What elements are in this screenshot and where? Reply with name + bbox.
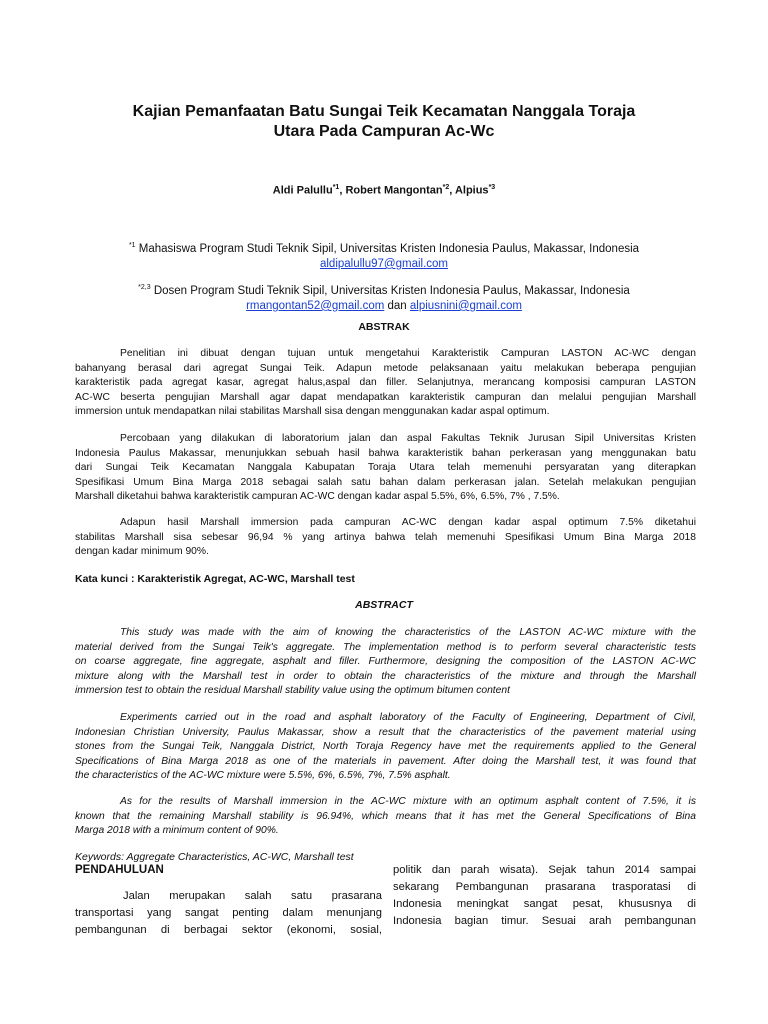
- text-line: Spesifikasi Umum Bina Marga 2018 sebagai salah satu bahan dalam perkerasan jalan. Setelah melakukan pengujian: [75, 476, 696, 488]
- text-line: Indonesia meningkat sangat pesat, khususnya di: [393, 898, 696, 910]
- text-line: As for the results of Marshall immersion in the AC-WC mixture with an optimum asphalt content of 7.5%, it is: [120, 796, 696, 807]
- text-line: Marga 2018 with a minimum content of 90%.: [75, 825, 279, 836]
- text-line: politik dan parah wisata). Sejak tahun 2014 sampai: [393, 864, 696, 876]
- email-link-3[interactable]: alpiusnini@gmail.com: [409, 299, 522, 312]
- author-3-marker: *3: [488, 184, 496, 191]
- text-line: stabilitas Marshall sisa sebesar 96,94 % yang artinya bahwa telah memenuhi Spesifikasi Umum Bina Marga 2018: [75, 531, 696, 543]
- text-line: Penelitian ini dibuat dengan tujuan untuk mengetahui Karakteristik Campuran LASTON AC-WC dengan: [120, 348, 696, 359]
- affiliation-1-text: Mahasiswa Program Studi Teknik Sipil, Universitas Kristen Indonesia Paulus, Makassar, Indonesia: [135, 242, 640, 255]
- abstract-paragraph-2: [75, 711, 696, 784]
- text-line: on coarse aggregate, fine aggregate, asphalt and filler. Furthermore, designing the composition of the LASTON AC-WC: [75, 656, 696, 667]
- text-line: material derived from the Sungai Teik's aggregate. The implementation method is to perform several characteristic tests: [75, 641, 696, 653]
- text-line: Indonesia Paulus Makassar, menunjukkan sebuah hasil bahwa karakteristik bahan perkerasan yang menggunakan batu: [75, 447, 696, 459]
- abstrak-heading: ABSTRAK: [358, 321, 410, 333]
- text-line: sekarang Pembangunan prasarana trasporatasi di: [393, 881, 696, 893]
- email-separator: dan: [384, 299, 410, 312]
- keywords: Keywords: Aggregate Characteristics, AC-WC, Marshall test: [75, 851, 354, 863]
- author-1-marker: *1: [332, 184, 340, 191]
- paper-title: [0, 102, 768, 142]
- text-line: dengan kadar minimum 90%.: [75, 546, 209, 557]
- abstrak-paragraph-3: [75, 516, 696, 560]
- text-line: pembangunan di berbagai sektor (ekonomi, sosial,: [75, 924, 382, 936]
- text-line: Specifications of Bina Marga 2018 as one of the materials in pavement. After doing the Marshall test, it was found that: [75, 755, 696, 767]
- abstrak-paragraph-2: [75, 432, 696, 505]
- right-column: [393, 862, 696, 930]
- title-line-2: Utara Pada Campuran Ac-Wc: [273, 123, 495, 140]
- text-line: dari Sungai Teik Kecamatan Nanggala Kabupatan Toraja Utara telah memenuhi persyaratan yang diterapkan: [75, 462, 696, 473]
- abstract-paragraph-1: [75, 626, 696, 699]
- affiliation-2-marker: *2,3: [138, 284, 151, 291]
- abstract-heading: ABSTRACT: [355, 599, 413, 611]
- text-line: Indonesian Christian University, Paulus Makassar, show a result that the characteristics of the pavement material using: [75, 726, 696, 738]
- affiliation-2-text: Dosen Program Studi Teknik Sipil, Universitas Kristen Indonesia Paulus, Makassar, Indonesia: [150, 284, 630, 297]
- abstrak-paragraph-1: [75, 347, 696, 420]
- title-line-1: Kajian Pemanfaatan Batu Sungai Teik Kecamatan Nanggala Toraja: [132, 103, 636, 120]
- text-line: transportasi yang sangat penting dalam menunjang: [75, 907, 382, 919]
- kata-kunci: Kata kunci : Karakteristik Agregat, AC-WC, Marshall test: [75, 573, 355, 585]
- text-line: immersion test to obtain the residual Marshall stability value using the optimum bitumen content: [75, 685, 510, 696]
- text-line: Marshall diketahui bahwa karakteristik campuran AC-WC dengan kadar aspal 5.5%, 6%, 6.5%, 7% , 7.5%.: [75, 491, 560, 502]
- left-column: [75, 888, 382, 939]
- text-line: stones from the Sungai Teik, Nanggala District, North Toraja Regency have met the requirements applied to the General: [75, 741, 696, 752]
- text-line: Experiments carried out in the road and asphalt laboratory of the Faculty of Engineering, Department of Civil,: [120, 712, 696, 723]
- text-line: AC-WC beserta pengujian Marshall agar dapat mendapatkan karakteristik campuran dan melalui pengujian Marshall: [75, 391, 696, 403]
- abstract-paragraph-3: [75, 795, 696, 839]
- text-line: Jalan merupakan salah satu prasarana: [123, 890, 382, 902]
- text-line: mixture along with the Marshall test in order to obtain the characteristics of the mixture and through the Marshall: [75, 670, 696, 682]
- affiliation-1-marker: *1: [128, 242, 136, 249]
- section-heading: PENDAHULUAN: [75, 864, 164, 876]
- text-line: Adapun hasil Marshall immersion pada campuran AC-WC dengan kadar aspal optimum 7.5% diketahui: [120, 517, 696, 528]
- text-line: Indonesia bagian timur. Sesuai arah pembangunan: [393, 915, 696, 927]
- text-line: known that the remaining Marshall stability is 96.94%, which means that it has met the General Specifications of Bina: [75, 810, 696, 822]
- author-1: Aldi Palullu: [272, 184, 333, 197]
- email-link-2[interactable]: rmangontan52@gmail.com: [246, 299, 385, 312]
- affiliation-2: [0, 280, 768, 314]
- affiliation-1: [0, 238, 768, 272]
- text-line: bahanyang berasal dari agregat Sungai Teik. Adapun metode pelaksanaan yaitu melakukan beberapa pengujian: [75, 362, 696, 374]
- text-line: Percobaan yang dilakukan di laboratorium jalan dan aspal Fakultas Teknik Jurusan Sipil Universitas Kristen: [120, 433, 696, 444]
- text-line: karakteristik pada agregat kasar, agregat halus,aspal dan filler. Selanjutnya, merancang komposisi campuran LASTON: [75, 377, 696, 388]
- text-line: immersion untuk mendapatkan nilai stabilitas Marshall sisa dengan menggunakan kadar aspal optimum.: [75, 406, 550, 417]
- author-2: , Robert Mangontan: [339, 184, 443, 197]
- email-link-1[interactable]: aldipalullu97@gmail.com: [319, 257, 449, 270]
- author-2-marker: *2: [442, 184, 450, 191]
- text-line: the characteristics of the AC-WC mixture were 5.5%, 6%, 6.5%, 7%, 7.5% asphalt.: [75, 770, 451, 781]
- author-3: , Alpius: [449, 184, 489, 197]
- text-line: This study was made with the aim of knowing the characteristics of the LASTON AC-WC mixture with the: [120, 627, 696, 638]
- author-list: [0, 184, 768, 197]
